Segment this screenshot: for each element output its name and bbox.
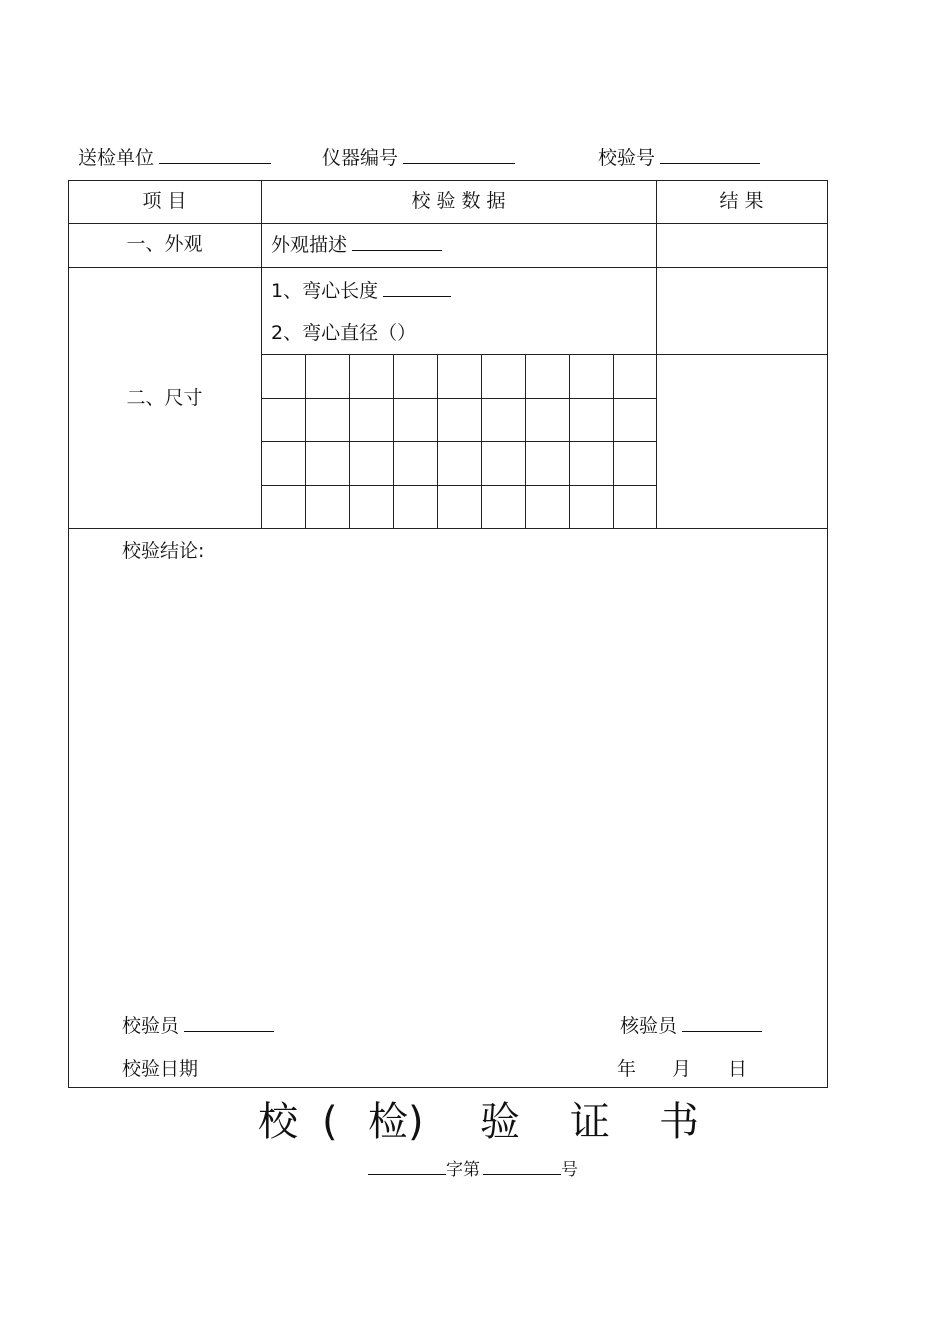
title-char: 书 <box>659 1099 699 1145</box>
appearance-desc-field <box>271 232 442 257</box>
grid-line <box>261 485 656 486</box>
title-char: 检) <box>368 1099 424 1145</box>
cert-hao: 号 <box>561 1160 578 1180</box>
inspector-field <box>122 1013 274 1038</box>
table-border-top <box>68 180 828 181</box>
mandrel-length-blank[interactable] <box>383 278 451 297</box>
unit-blank[interactable] <box>159 145 271 164</box>
instrument-no-blank[interactable] <box>403 145 515 164</box>
title-char: 验 <box>480 1099 520 1145</box>
grid-line <box>349 354 350 528</box>
table-border-bottom <box>68 1087 828 1088</box>
certificate-number <box>368 1158 578 1181</box>
checker-blank[interactable] <box>682 1013 762 1032</box>
inspector-label: 校验员 <box>122 1015 180 1037</box>
grid-line <box>305 354 306 528</box>
date-label: 校验日期 <box>122 1058 199 1080</box>
col-header-data: 校 验 数 据 <box>411 190 506 212</box>
title-char: 证 <box>570 1099 610 1145</box>
calib-no-label: 校验号 <box>598 147 656 169</box>
grid-line <box>613 354 614 528</box>
cert-number-blank[interactable] <box>483 1158 561 1175</box>
grid-line <box>261 398 656 399</box>
mandrel-length-label: 1、弯心长度 <box>271 280 379 302</box>
table-col-divider-2 <box>656 180 657 528</box>
calib-no-blank[interactable] <box>660 145 760 164</box>
row-appearance-item: 一、外观 <box>126 233 203 255</box>
mandrel-diameter-label: 2、弯心直径（） <box>271 322 417 344</box>
table-divider-row2 <box>68 528 828 529</box>
mandrel-length-field <box>271 278 451 303</box>
col-header-result: 结 果 <box>719 190 764 212</box>
table-divider-row1 <box>68 267 828 268</box>
table-border-right <box>827 180 828 1087</box>
instrument-no-label: 仪器编号 <box>322 147 399 169</box>
grid-line <box>525 354 526 528</box>
appearance-desc-label: 外观描述 <box>271 234 348 256</box>
grid-line <box>569 354 570 528</box>
table-divider-dim-text <box>261 354 828 355</box>
title-char: 校 <box>258 1099 298 1145</box>
conclusion-label: 校验结论: <box>122 540 205 562</box>
checker-field <box>620 1013 762 1038</box>
appearance-desc-blank[interactable] <box>352 232 442 251</box>
grid-line <box>261 441 656 442</box>
grid-line <box>437 354 438 528</box>
table-border-left <box>68 180 69 1087</box>
day-label: 日 <box>728 1058 748 1080</box>
cert-zi-di: 字第 <box>446 1160 480 1180</box>
grid-line <box>481 354 482 528</box>
table-divider-header <box>68 223 828 224</box>
grid-line <box>393 354 394 528</box>
table-col-divider-1 <box>261 180 262 528</box>
calib-no-field <box>598 145 760 170</box>
instrument-no-field <box>322 145 515 170</box>
unit-field <box>78 145 271 170</box>
col-header-item: 项 目 <box>142 190 187 212</box>
cert-prefix-blank[interactable] <box>368 1158 446 1175</box>
row-dimension-item: 二、尺寸 <box>126 387 203 409</box>
unit-label: 送检单位 <box>78 147 155 169</box>
month-label: 月 <box>672 1058 692 1080</box>
inspector-blank[interactable] <box>184 1013 274 1032</box>
checker-label: 核验员 <box>620 1015 678 1037</box>
title-char: ( <box>322 1099 338 1145</box>
year-label: 年 <box>617 1058 637 1080</box>
